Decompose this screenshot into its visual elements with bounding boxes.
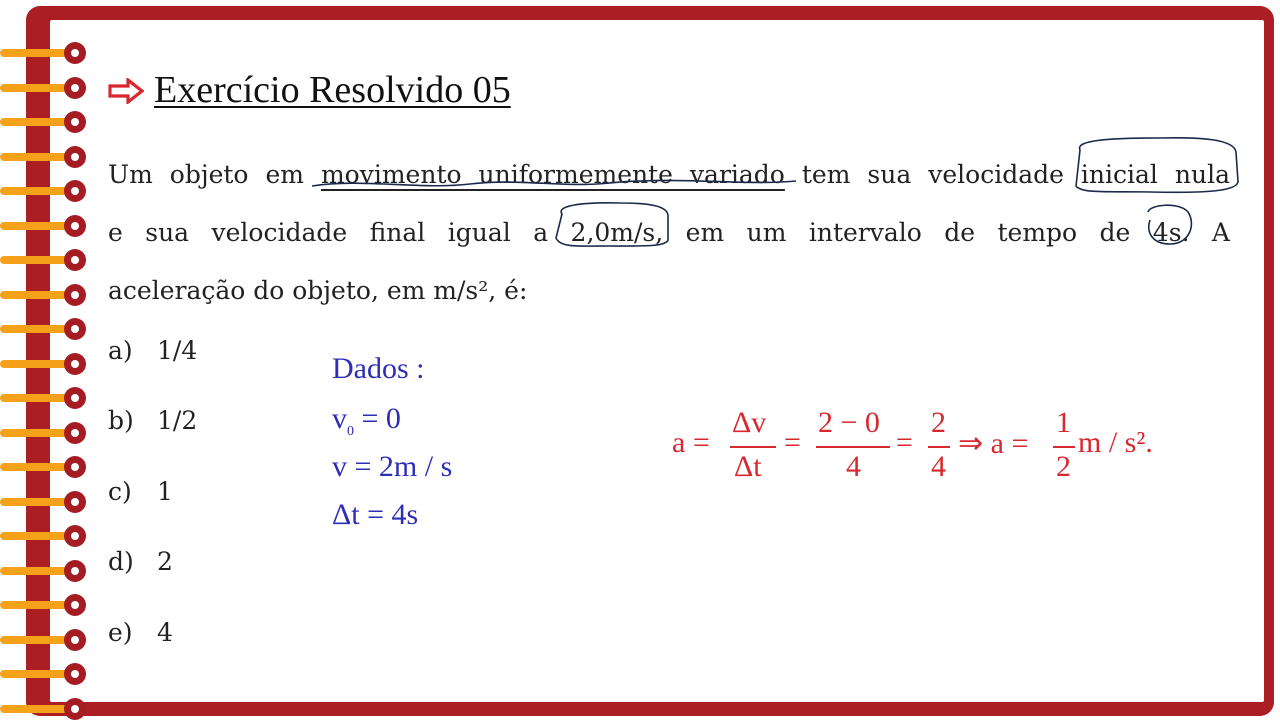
dados-v: v = 2m / s (332, 450, 453, 483)
underlined-phrase: movimento uniformemente variado (320, 160, 785, 189)
fraction-denominator: Δt (734, 450, 762, 483)
ring-hole (64, 284, 86, 306)
ring-hole (64, 594, 86, 616)
spiral-ring (0, 422, 92, 444)
spiral-ring (0, 560, 92, 582)
dados-dt: Δt = 4s (332, 498, 419, 531)
formula-equals: = (784, 426, 801, 459)
question-text (108, 146, 1230, 320)
option-value: 2 (157, 547, 173, 576)
ring-hole (64, 77, 86, 99)
fraction-bar (928, 446, 950, 448)
ring-hole (64, 698, 86, 720)
option-letter: a) (108, 336, 133, 365)
ring-hole (64, 180, 86, 202)
spiral-ring (0, 146, 92, 168)
right-arrow-icon (108, 78, 144, 104)
option-d[interactable] (108, 547, 173, 576)
formula-implies: ⇒ a = (958, 427, 1029, 460)
circled-time: 4s. (1152, 218, 1190, 247)
fraction-numerator: 2 (931, 406, 946, 439)
ring-hole (64, 422, 86, 444)
ring-hole (64, 663, 86, 685)
circled-phrase-initial: inicial nula (1080, 160, 1230, 189)
spiral-ring (0, 215, 92, 237)
ring-hole (64, 456, 86, 478)
spiral-ring (0, 594, 92, 616)
ring-hole (64, 249, 86, 271)
fraction-bar (1053, 446, 1075, 448)
option-e[interactable] (108, 618, 173, 647)
option-letter: c) (108, 477, 132, 506)
option-value: 1 (157, 477, 173, 506)
v0-value: = 0 (354, 402, 401, 435)
notebook-page (50, 20, 1264, 702)
option-c[interactable] (108, 477, 173, 506)
question-text-segment: A (1189, 218, 1230, 247)
spiral-ring (0, 456, 92, 478)
option-value: 1/4 (157, 336, 198, 365)
v0-subscript: 0 (347, 424, 354, 439)
spiral-ring (0, 77, 92, 99)
spiral-ring (0, 284, 92, 306)
spiral-ring (0, 387, 92, 409)
ring-hole (64, 146, 86, 168)
spiral-ring (0, 42, 92, 64)
spiral-ring (0, 525, 92, 547)
fraction-denominator: 4 (931, 450, 946, 483)
circled-speed: 2,0m/s, (570, 218, 664, 247)
spiral-ring (0, 491, 92, 513)
ring-hole (64, 111, 86, 133)
fraction-numerator: 2 − 0 (818, 406, 880, 439)
question-text-segment: em um intervalo de tempo de (663, 218, 1153, 247)
page-title: Exercício Resolvido 05 (154, 69, 511, 111)
question-text-segment: tem sua velocidade (784, 160, 1081, 189)
question-line-1 (108, 146, 1230, 204)
fraction-bar (816, 446, 890, 448)
question-line-3: aceleração do objeto, em m/s², é: (108, 276, 528, 305)
ring-hole (64, 387, 86, 409)
option-letter: d) (108, 547, 134, 576)
fraction-denominator: 4 (846, 450, 861, 483)
fraction-numerator: Δv (732, 406, 767, 439)
spiral-ring (0, 663, 92, 685)
option-letter: e) (108, 618, 133, 647)
formula-equals: = (896, 426, 913, 459)
ring-hole (64, 318, 86, 340)
option-letter: b) (108, 406, 134, 435)
ring-hole (64, 560, 86, 582)
ring-hole (64, 629, 86, 651)
fraction-bar (730, 446, 776, 448)
ring-hole (64, 42, 86, 64)
option-value: 4 (157, 618, 173, 647)
formula-a-equals: a = (672, 426, 710, 459)
spiral-ring (0, 698, 92, 720)
spiral-ring (0, 629, 92, 651)
fraction-denominator: 2 (1056, 450, 1071, 483)
option-a[interactable] (108, 336, 197, 365)
option-b[interactable] (108, 406, 197, 435)
ring-hole (64, 491, 86, 513)
ring-hole (64, 215, 86, 237)
fraction-numerator: 1 (1056, 406, 1071, 439)
spiral-ring (0, 249, 92, 271)
question-text-segment: e sua velocidade final igual a (108, 218, 571, 247)
spiral-ring (0, 111, 92, 133)
formula-unit: m / s². (1078, 426, 1153, 459)
question-text-segment: Um objeto em (108, 160, 321, 189)
ring-hole (64, 525, 86, 547)
spiral-ring (0, 353, 92, 375)
v0-symbol: v (332, 402, 347, 435)
spiral-ring (0, 180, 92, 202)
dados-v0 (332, 402, 401, 440)
ring-hole (64, 353, 86, 375)
dados-heading: Dados : (332, 352, 425, 385)
option-value: 1/2 (157, 406, 198, 435)
question-line-2 (108, 204, 1230, 262)
spiral-ring (0, 318, 92, 340)
